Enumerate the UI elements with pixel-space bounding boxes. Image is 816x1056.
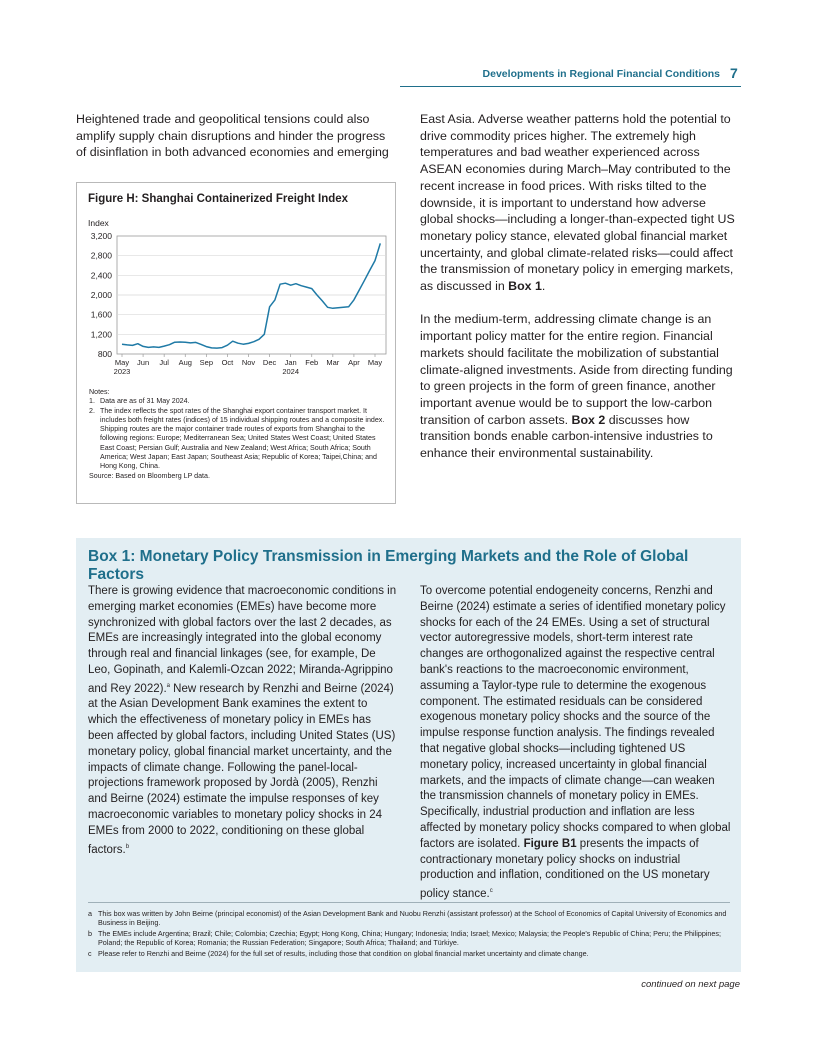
box-right-text-a: To overcome potential endogeneity concerns, Renzhi and Beirne (2024) estimate a series of identified monetary policy shocks for each of the 24 EMEs. Using a set of structural vector autoregressive models, short-term interest rate changes are orthogonalized against the respective central bank's reactions to the macroeconomic environment, assuming a Taylor-type rule to determine the exogenous component. The estimated residuals can be considered exogenous monetary policy shocks and the source of the impulse response function analysis. The findings revealed that negative global shocks—including tightened US monetary policy, increased uncertainty in global financial markets, and the impacts of climate change—can weaken the transmission channels of monetary policy in EMEs. Specifically, industrial production and inflation are less affected by monetary policy shocks compared to when global factors are isolated. — [420, 585, 731, 850]
footnote-ref-a[interactable]: a — [166, 682, 170, 689]
footnote-mark: a — [88, 909, 92, 918]
x-tick-year-label: 2024 — [282, 367, 300, 376]
x-tick-label: Sep — [199, 358, 214, 367]
box2-ref: Box 2 — [571, 412, 606, 427]
x-tick-label: Aug — [178, 358, 192, 367]
right-paragraph-1 — [420, 111, 742, 295]
note-text: The index reflects the spot rates of the Shanghai export container transport market. It includes both freight rates (indices) of 15 individual shipping routes and a composite index. Shipping routes are the major container trade routes of exports from Shanghai to the following regions: Europe; Mediterranean Sea; United States West Coast; United States East Coast; Persian Gulf; Australia and New Zealand; West Africa; South Africa; South America; West Japan; East Japan; Southeast Asia; Republic of Korea; Taipei,China; and Hong Kong, China. — [100, 406, 385, 471]
x-tick-label: Jan — [284, 358, 297, 367]
notes-heading: Notes: — [89, 388, 110, 396]
footnote-b — [88, 929, 734, 947]
figure-title: Figure H: Shanghai Containerized Freight Index — [88, 193, 349, 205]
page-number: 7 — [730, 65, 738, 81]
footnote-text: The EMEs include Argentina; Brazil; Chile; Colombia; Czechia; Egypt; Hong Kong, China; Hungary; Indonesia; India; Israel; Mexico; Malaysia; the People's Republic of China; Peru; the Philippines; Poland; the Republic of Korea; Romania; the Russian Federation; Singapore; South Africa; Thailand; and Türkiye. — [98, 929, 722, 947]
footnote-mark: c — [88, 949, 92, 958]
y-tick-label: 2,000 — [90, 290, 112, 300]
x-tick-label: Mar — [326, 358, 340, 367]
figure-source: Source: Based on Bloomberg LP data. — [89, 471, 210, 480]
y-tick-label: 2,400 — [90, 270, 112, 281]
y-tick-label: 3,200 — [90, 231, 112, 241]
note-text: Data are as of 31 May 2024. — [100, 397, 190, 406]
x-tick-label: Apr — [348, 358, 360, 367]
x-tick-label: May — [367, 358, 383, 367]
right-p2-text-a: In the medium-term, addressing climate change is an important policy matter for the entire region. Financial markets should facilitate the mobilization of substantial climate-aligned investments. Aside from directing funding to green projects in the form of green finance, another important avenue would be to support the low-carbon transition of carbon assets. — [420, 312, 733, 427]
box-left-text-a: There is growing evidence that macroeconomic conditions in emerging market economies (EMEs) have become more synchronized with global factors over the last 2 decades, as EMEs are increasingly integrated into the global economy through real and financial linkages (see, for example, De Leo, Gopinath, and Kalemli-Ozcan 2022; Miranda-Agrippino and Rey 2022). — [88, 585, 397, 695]
right-column — [420, 111, 742, 478]
footnote-text: This box was written by John Beirne (principal economist) of the Asian Development Bank and Nuobu Renzhi (assistant professor) at the School of Economics of Capital University of Economics and Business in Beijing. — [98, 909, 727, 927]
note-number: 2. — [89, 406, 95, 415]
x-tick-label: Oct — [221, 358, 234, 367]
intro-paragraph — [76, 111, 398, 161]
right-p1-text: East Asia. Adverse weather patterns hold the potential to drive commodity prices higher. The extremely high temperatures and bad weather experienced across ASEAN economies during March–May contributed to the recent increase in food prices. With risks tilted to the downside, it is important to understand how adverse global shocks—including a longer-than-expected tight US monetary policy stance, elevated global financial market uncertainty, and global climate-related risks—could affect the transmission of monetary policy in emerging markets, as discussed in — [420, 112, 735, 294]
box-left-paragraph — [88, 584, 398, 858]
footnote-rule — [88, 902, 730, 903]
right-paragraph-2 — [420, 311, 742, 461]
note-row — [89, 407, 389, 472]
footnote-ref-c[interactable]: c — [489, 888, 493, 895]
footnote-text: Please refer to Renzhi and Beirne (2024) for the full set of results, including those that condition on global financial market uncertainty and climate change. — [98, 949, 589, 958]
note-row — [89, 397, 389, 406]
header-section-title: Developments in Regional Financial Conditions — [482, 68, 720, 80]
y-tick-label: 800 — [97, 349, 112, 359]
y-tick-label: 1,600 — [90, 309, 112, 320]
freight-index-chart — [77, 211, 395, 386]
y-axis-label: Index — [88, 218, 109, 228]
right-p2-text-b: discusses how transition bonds enable carbon-intensive industries to enhance their environmental sustainability. — [420, 412, 713, 461]
box-right-text-b: presents the impacts of contractionary monetary policy shocks on industrial production and inflation, conditioned on the US monetary policy stance. — [420, 837, 710, 900]
series-line — [122, 243, 380, 348]
box-right-column — [420, 584, 732, 903]
box-1 — [76, 538, 741, 972]
box-right-paragraph — [420, 584, 732, 903]
footnote-c — [88, 949, 734, 958]
header-rule — [400, 86, 741, 87]
x-tick-label: May — [114, 358, 130, 367]
intro-text: Heightened trade and geopolitical tensions could also amplify supply chain disruptions and hinder the progress of disinflation in both advanced economies and emerging — [76, 112, 389, 160]
footnote-ref-b[interactable]: b — [125, 843, 130, 850]
x-tick-year-label: 2023 — [113, 367, 131, 376]
x-tick-label: Dec — [262, 358, 277, 367]
figure-notes — [89, 388, 389, 481]
note-number: 1. — [89, 397, 95, 406]
x-tick-label: Jun — [137, 358, 150, 367]
footnote-a — [88, 909, 734, 927]
x-tick-label: Jul — [159, 358, 169, 367]
box-left-column — [88, 584, 398, 858]
right-p1-end: . — [541, 279, 546, 294]
figure-b1-ref: Figure B1 — [523, 837, 577, 850]
y-tick-label: 2,800 — [90, 250, 112, 261]
box-title: Box 1: Monetary Policy Transmission in Emerging Markets and the Role of Global Factors — [88, 548, 689, 583]
y-tick-label: 1,200 — [90, 329, 112, 340]
x-tick-label: Feb — [305, 358, 319, 367]
box-left-text-b: New research by Renzhi and Beirne (2024) at the Asian Development Bank examines the extent to which the effectiveness of monetary policy in EMEs has been affected by global factors, including United States (US) monetary policy, global financial market uncertainty, and the impacts of climate change. Following the panel-local-projections framework proposed by Jordà (2005), Renzhi and Beirne (2024) estimate the impulse responses of key macroeconomic variables to monetary policy shocks in 24 EMEs from 2000 to 2022, conditioning on these global factors. — [88, 682, 396, 856]
figure-h — [76, 182, 396, 504]
x-tick-label: Nov — [241, 358, 256, 367]
box1-ref: Box 1 — [508, 279, 542, 294]
continued-note: continued on next page — [641, 979, 740, 990]
footnote-mark: b — [88, 929, 92, 938]
